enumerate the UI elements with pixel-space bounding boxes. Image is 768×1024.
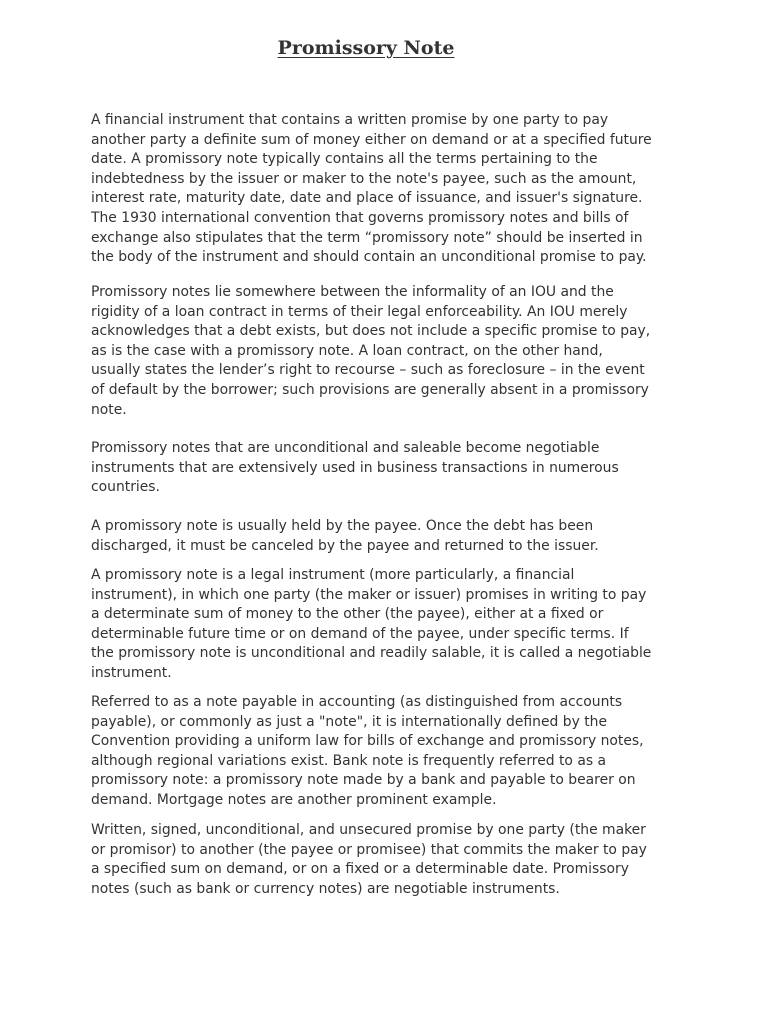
paragraph-legal-instrument: A promissory note is a legal instrument (more particularly, a financial instrument), in which one party (the maker or issuer) promises in writing to pay a determinate sum of money to the other (the payee), either at a fixed or determinable future time or on demand of the payee, under specific terms. If the promissory note is unconditional and readily salable, it is called a negotiable instrument.: [91, 567, 652, 681]
paragraph-written-promise: Written, signed, unconditional, and unsecured promise by one party (the maker or promisor) to another (the payee or promisee) that commits the maker to pay a specified sum on demand, or on a fixed or a determinable date. Promissory notes (such as bank or currency notes) are negotiable instruments.: [91, 822, 647, 897]
page-title: Promissory Note: [277, 37, 455, 59]
paragraph-iou-comparison: Promissory notes lie somewhere between the informality of an IOU and the rigidity of a loan contract in terms of their legal enforceability. An IOU merely acknowledges that a debt exists, but does not include a specific promise to pay, as is the case with a promissory note. A loan contract, on the other hand, usually states the lender’s right to recourse – such as foreclosure – in the event of default by the borrower; such provisions are generally absent in a promissory note.: [91, 284, 651, 418]
paragraph-held-by-payee: A promissory note is usually held by the payee. Once the debt has been discharged, it must be canceled by the payee and returned to the issuer.: [91, 518, 599, 554]
paragraph-definition: A financial instrument that contains a written promise by one party to pay another party a definite sum of money either on demand or at a specified future date. A promissory note typically contains all the terms pertaining to the indebtedness by the issuer or maker to the note's payee, such as the amount, interest rate, maturity date, date and place of issuance, and issuer's signature. The 1930 international convention that governs promissory notes and bills of exchange also stipulates that the term “promissory note” should be inserted in the body of the instrument and should contain an unconditional promise to pay.: [91, 112, 652, 266]
paragraph-negotiable: Promissory notes that are unconditional and saleable become negotiable instruments that are extensively used in business transactions in numerous countries.: [91, 440, 619, 496]
paragraph-note-payable: Referred to as a note payable in accounting (as distinguished from accounts payable), or commonly as just a "note", it is internationally defined by the Convention providing a uniform law for bills of exchange and promissory notes, although regional variations exist. Bank note is frequently referred to as a promissory note: a promissory note made by a bank and payable to bearer on demand. Mortgage notes are another prominent example.: [91, 694, 644, 808]
